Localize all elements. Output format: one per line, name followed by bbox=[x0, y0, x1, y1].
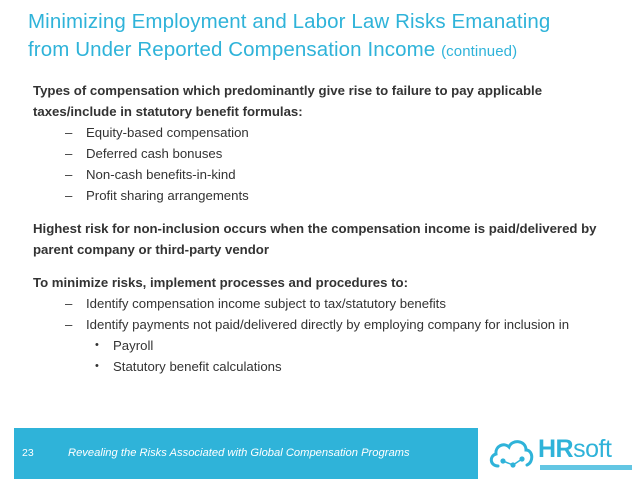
spacer bbox=[33, 206, 623, 218]
section-1-heading: Types of compensation which predominantly give rise to failure to pay applicable taxes/include in statutory benefit formulas: bbox=[33, 83, 543, 119]
logo-hr: HR bbox=[538, 435, 574, 463]
section-2-heading: Highest risk for non-inclusion occurs when the compensation income is paid/delivered by parent company or third-party vendor bbox=[33, 221, 597, 257]
spacer bbox=[33, 260, 623, 272]
section-3-heading: To minimize risks, implement processes and procedures to: bbox=[33, 275, 408, 290]
title-continued: (continued) bbox=[441, 43, 518, 60]
dash-marker: – bbox=[65, 317, 73, 332]
title-line-2 bbox=[28, 36, 628, 66]
list-item: – Deferred cash bonuses bbox=[33, 143, 623, 164]
bullet-marker: • bbox=[95, 339, 99, 351]
footer-caption: Revealing the Risks Associated with Global Compensation Programs bbox=[68, 447, 410, 459]
list-item: – Profit sharing arrangements bbox=[33, 185, 623, 206]
sub-list-item: • Statutory benefit calculations bbox=[33, 356, 623, 377]
dash-marker: – bbox=[65, 125, 73, 140]
list-item: – Equity-based compensation bbox=[33, 122, 623, 143]
list-item: – Non-cash benefits-in-kind bbox=[33, 164, 623, 185]
title-line-2-text: from Under Reported Compensation Income bbox=[28, 38, 436, 61]
dash-marker: – bbox=[65, 188, 73, 203]
cloud-icon bbox=[486, 434, 536, 474]
page-number: 23 bbox=[22, 447, 34, 459]
sub-list-item: • Payroll bbox=[33, 335, 623, 356]
list-item: – Identify payments not paid/delivered directly by employing company for inclusion in bbox=[33, 314, 623, 335]
logo-tagline-bar bbox=[540, 465, 632, 470]
slide-title bbox=[28, 8, 628, 66]
list-item: – Identify compensation income subject to tax/statutory benefits bbox=[33, 293, 623, 314]
logo-wordmark bbox=[538, 435, 611, 463]
logo-soft: soft bbox=[573, 435, 612, 463]
bullet-marker: • bbox=[95, 360, 99, 372]
dash-marker: – bbox=[65, 146, 73, 161]
dash-marker: – bbox=[65, 296, 73, 311]
title-line-1: Minimizing Employment and Labor Law Risks Emanating bbox=[28, 10, 551, 33]
dash-marker: – bbox=[65, 167, 73, 182]
slide-body bbox=[33, 80, 623, 377]
